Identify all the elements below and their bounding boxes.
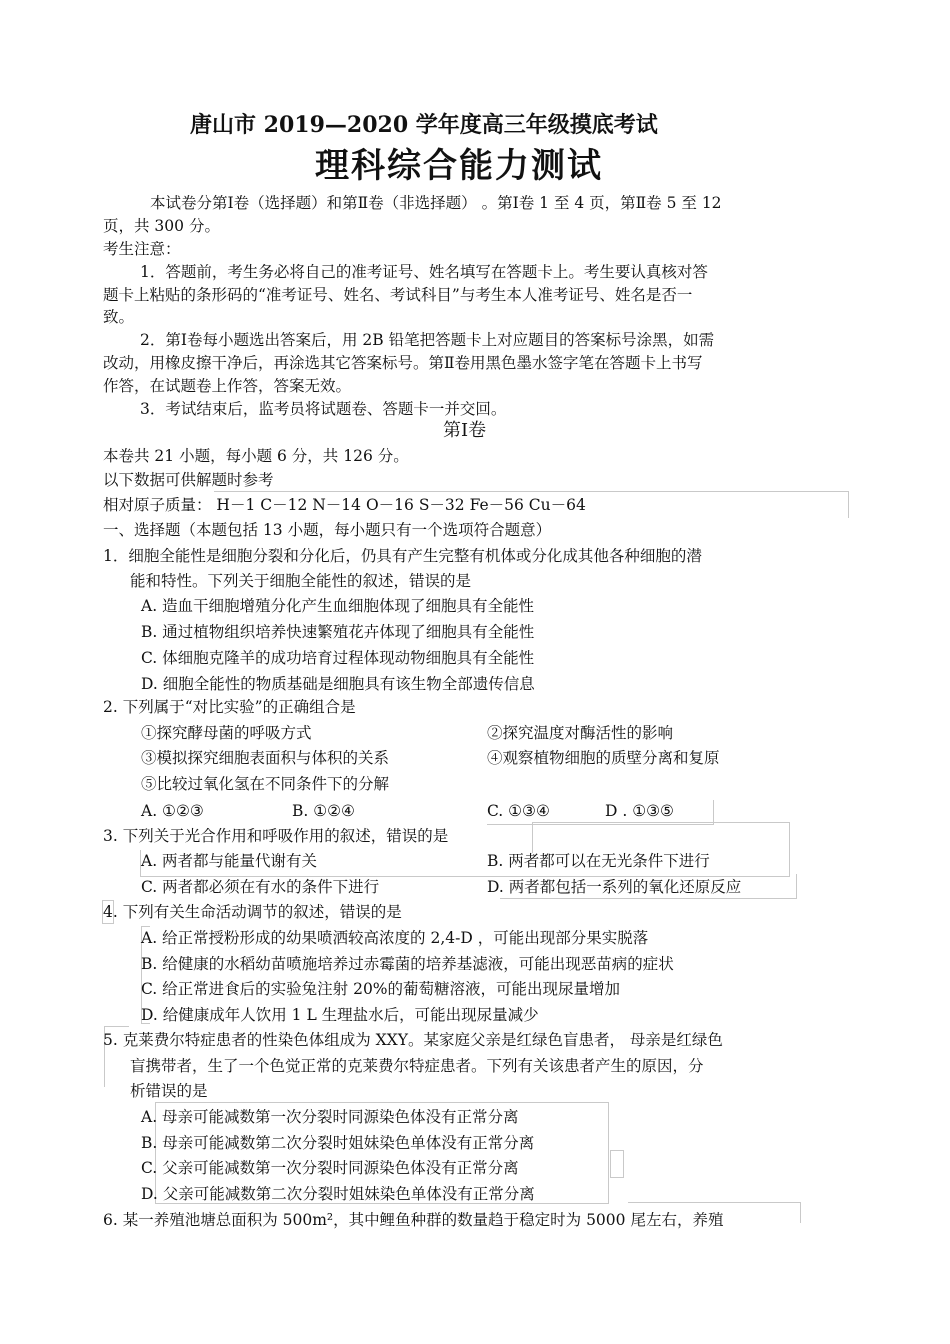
option-d: D. 给健康成年人饮用 1 L 生理盐水后，可能出现尿量减少 xyxy=(141,1006,539,1024)
notice-item: 3．考试结束后，监考员将试题卷、答题卡一并交回。 xyxy=(140,400,507,418)
reference-note: 以下数据可供解题时参考 xyxy=(103,471,274,489)
atomic-mass: 相对原子质量： H－1 C－12 N－14 O－16 S－32 Fe－56 Cu－64 xyxy=(103,496,586,514)
frame-q5-right xyxy=(610,1150,624,1178)
question-stem: 6. 某一养殖池塘总面积为 500m²，其中鲤鱼种群的数量趋于稳定时为 5000 尾左右，养殖 xyxy=(103,1211,724,1229)
intro-line: 页，共 300 分。 xyxy=(103,217,220,235)
notice-item: 题卡上粘贴的条形码的“准考证号、姓名、考试科目”与考生本人准考证号、姓名是否一 xyxy=(103,286,693,304)
notice-item: 致。 xyxy=(103,308,135,326)
notice-item: 改动，用橡皮擦干净后，再涂选其它答案标号。第Ⅱ卷用黑色墨水签字笔在答题卡上书写 xyxy=(103,354,703,372)
notice-item: 作答，在试题卷上作答，答案无效。 xyxy=(103,377,352,395)
option-d: D. 细胞全能性的物质基础是细胞具有该生物全部遗传信息 xyxy=(141,675,535,693)
option-a: A. 母亲可能减数第一次分裂时同源染色体没有正常分离 xyxy=(141,1108,519,1126)
exam-title: 唐山市 2019—2020 学年度高三年级摸底考试 xyxy=(190,112,658,138)
option-c: C. 两者都必须在有水的条件下进行 xyxy=(141,878,380,896)
exam-subtitle: 理科综合能力测试 xyxy=(315,146,603,186)
question-stem: 5. 克莱费尔特症患者的性染色体组成为 XXY。某家庭父亲是红绿色盲患者， 母亲是红绿色 xyxy=(103,1031,723,1049)
option-c: C. 给正常进食后的实验兔注射 20%的葡萄糖溶液，可能出现尿量增加 xyxy=(141,980,621,998)
option-b: B. 通过植物组织培养快速繁殖花卉体现了细胞具有全能性 xyxy=(141,623,535,641)
question-stem: 2. 下列属于“对比实验”的正确组合是 xyxy=(103,698,356,716)
experiment-item: ⑤比较过氧化氢在不同条件下的分解 xyxy=(141,775,390,793)
notice-label: 考生注意： xyxy=(103,240,181,258)
option-b: B. 两者都可以在无光条件下进行 xyxy=(487,852,710,870)
question-stem: 盲携带者，生了一个色觉正常的克莱费尔特症患者。下列有关该患者产生的原因，分 xyxy=(130,1057,704,1075)
experiment-item: ②探究温度对酶活性的影响 xyxy=(487,724,674,742)
question-stem: 3. 下列关于光合作用和呼吸作用的叙述，错误的是 xyxy=(103,827,449,845)
option-a: A. 给正常授粉形成的幼果喷洒较高浓度的 2,4-D ，可能出现部分果实脱落 xyxy=(141,929,649,947)
experiment-item: ①探究酵母菌的呼吸方式 xyxy=(141,724,312,742)
question-stem: 析错误的是 xyxy=(130,1082,208,1100)
intro-line: 本试卷分第Ⅰ卷（选择题）和第Ⅱ卷（非选择题） 。第Ⅰ卷 1 至 4 页，第Ⅱ卷 5 至 12 xyxy=(150,194,722,212)
part-heading: 第Ⅰ卷 xyxy=(443,420,487,441)
option-c: C. 父亲可能减数第一次分裂时同源染色体没有正常分离 xyxy=(141,1159,519,1177)
option-b: B. 给健康的水稻幼苗喷施培养过赤霉菌的培养基滤液，可能出现恶苗病的症状 xyxy=(141,955,674,973)
question-stem: 能和特性。下列关于细胞全能性的叙述，错误的是 xyxy=(130,572,472,590)
option-d: D . ①③⑤ xyxy=(605,802,674,820)
question-stem: 4. 下列有关生命活动调节的叙述，错误的是 xyxy=(103,903,402,921)
part-info: 本卷共 21 小题，每小题 6 分，共 126 分。 xyxy=(103,447,409,465)
option-a: A. 两者都与能量代谢有关 xyxy=(141,852,318,870)
option-b: B. 母亲可能减数第二次分裂时姐妹染色单体没有正常分离 xyxy=(141,1134,535,1152)
option-c: C. 体细胞克隆羊的成功培育过程体现动物细胞具有全能性 xyxy=(141,649,535,667)
question-stem: 1．细胞全能性是细胞分裂和分化后，仍具有产生完整有机体或分化成其他各种细胞的潜 xyxy=(103,547,702,565)
option-d: D. 父亲可能减数第二次分裂时姐妹染色单体没有正常分离 xyxy=(141,1185,535,1203)
option-d: D. 两者都包括一系列的氧化还原反应 xyxy=(487,878,742,896)
option-c: C. ①③④ xyxy=(487,802,550,820)
experiment-item: ④观察植物细胞的质壁分离和复原 xyxy=(487,749,720,767)
frame-q3-a xyxy=(532,822,790,853)
option-a: A. ①②③ xyxy=(141,802,204,820)
experiment-item: ③模拟探究细胞表面积与体积的关系 xyxy=(141,749,390,767)
notice-item: 2．第Ⅰ卷每小题选出答案后，用 2B 铅笔把答题卡上对应题目的答案标号涂黑，如需 xyxy=(140,331,715,349)
section-heading: 一、选择题（本题包括 13 小题，每小题只有一个选项符合题意） xyxy=(103,521,552,539)
notice-item: 1．答题前，考生务必将自己的准考证号、姓名填写在答题卡上。考生要认真核对答 xyxy=(140,263,708,281)
option-b: B. ①②④ xyxy=(292,802,355,820)
option-a: A. 造血干细胞增殖分化产生血细胞体现了细胞具有全能性 xyxy=(141,597,535,615)
